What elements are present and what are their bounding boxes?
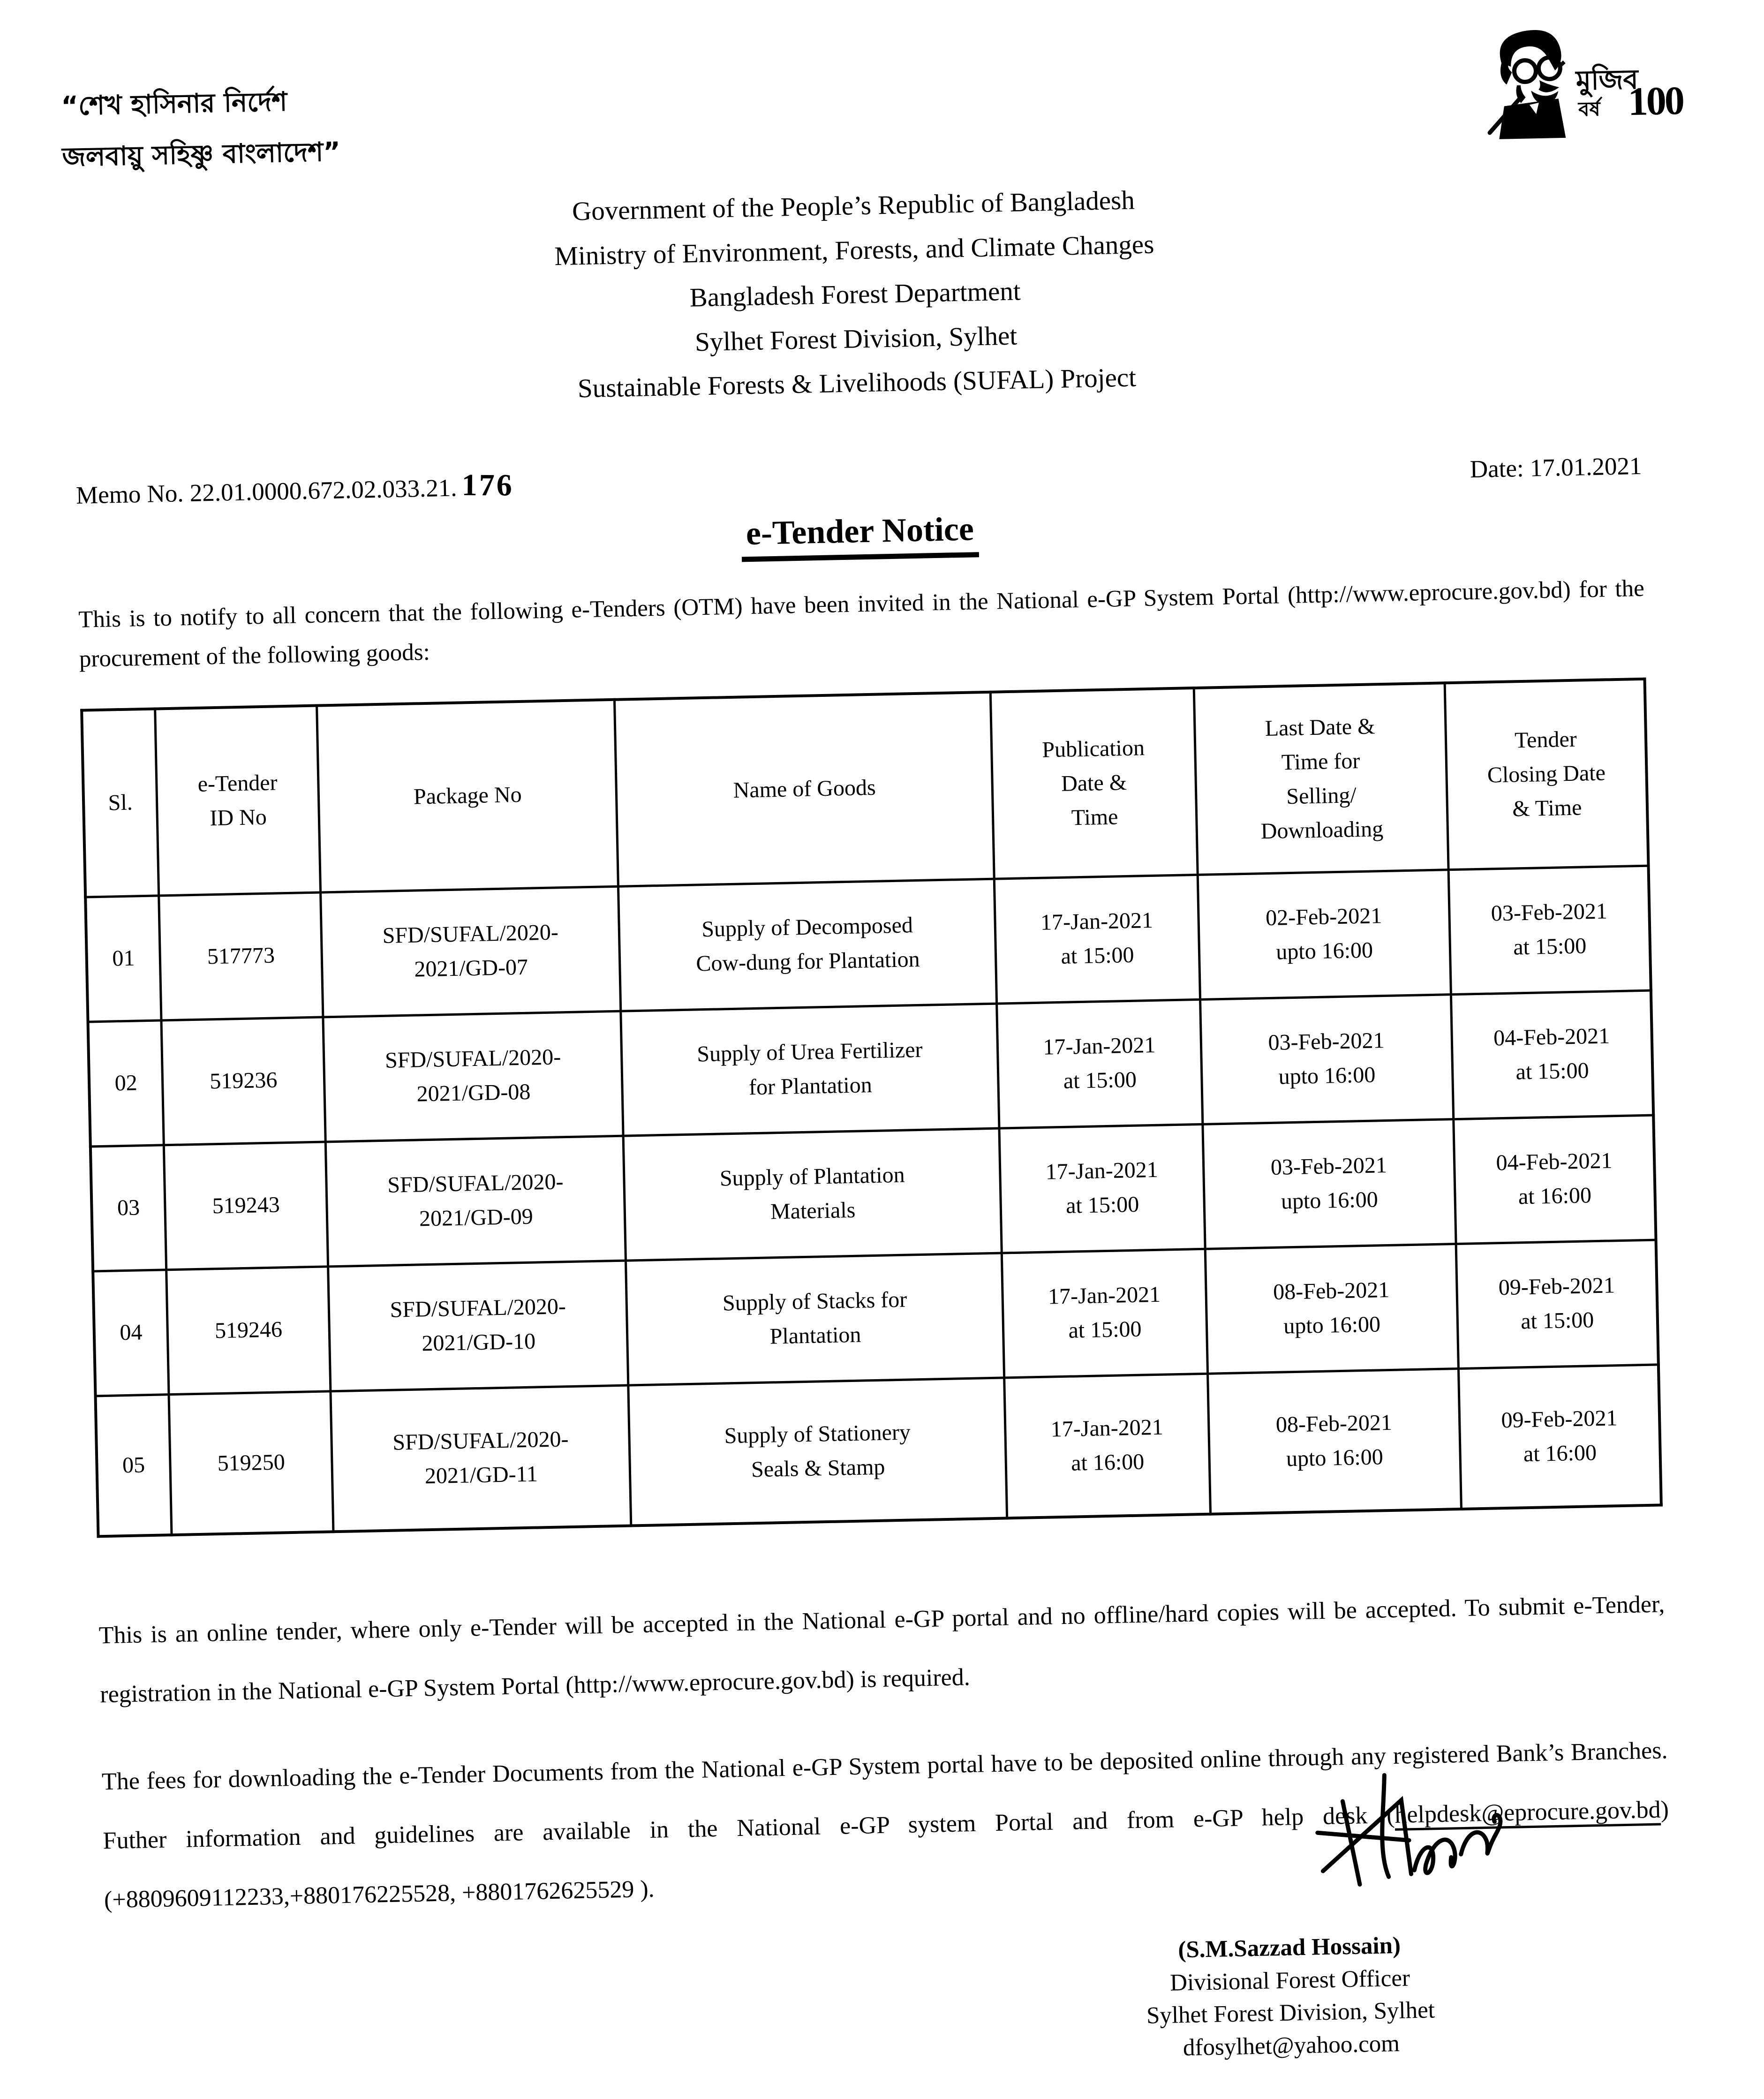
- mujib-portrait-icon: [1483, 22, 1682, 143]
- cell-last-date: 03-Feb-2021 upto 16:00: [1200, 994, 1453, 1124]
- signatory-info: [996, 1926, 1584, 2068]
- cell-publication: 17-Jan-2021 at 16:00: [1004, 1374, 1210, 1518]
- memo-number: [75, 467, 514, 512]
- memo-number-printed: Memo No. 22.01.0000.672.02.033.21.: [75, 474, 458, 509]
- intro-paragraph: This is to notify to all concern that the following e-Tenders (OTM) have been invited in the National e-GP System Portal (http://www.eprocure.gov.bd) for the procurement of the following goods:: [78, 575, 1645, 672]
- cell-closing: 09-Feb-2021 at 16:00: [1458, 1365, 1661, 1510]
- cell-publication: 17-Jan-2021 at 15:00: [994, 875, 1200, 1004]
- page-title-wrap: [76, 496, 1643, 575]
- header-cell-publication: Publication Date & Time: [990, 688, 1197, 879]
- cell-name-of-goods: Supply of Stacks for Plantation: [626, 1253, 1004, 1385]
- logo-100-text: 100: [1627, 77, 1683, 124]
- header-cell-last-date: Last Date & Time for Selling/ Downloading: [1194, 683, 1448, 875]
- cell-package-no: SFD/SUFAL/2020- 2021/GD-11: [331, 1385, 631, 1532]
- page-title: e-Tender Notice: [741, 509, 979, 562]
- header-cell-sl: Sl.: [82, 709, 159, 897]
- cell-tender-id: 519236: [161, 1017, 325, 1145]
- logo-bengali-word2: বর্ষ: [1578, 98, 1601, 121]
- org-header-line-ministry: Ministry of Environment, Forests, and Climate Changes: [554, 229, 1154, 271]
- fees-paragraph-phones: ) (+8809609112233,+880176225528, +8801762625529 ).: [104, 1796, 1669, 1913]
- cell-tender-id: 519246: [166, 1267, 331, 1395]
- org-header-line-project: Sustainable Forests & Livelihoods (SUFAL) Project: [577, 362, 1137, 404]
- fees-paragraph-text: The fees for downloading the e-Tender Documents from the National e-GP System portal have to be deposited online through any registered Bank’s Branches. Futher information and guidelines are available in the National e-GP system Portal and from e-GP help desk (: [101, 1737, 1668, 1855]
- online-tender-paragraph: This is an online tender, where only e-Tender will be accepted in the National e-GP portal and no offline/hard copies will be accepted. To submit e-Tender, registration in the National e-GP System Portal (http://www.eprocure.gov.bd) is required.: [98, 1591, 1665, 1708]
- cell-last-date: 03-Feb-2021 upto 16:00: [1202, 1119, 1455, 1249]
- org-header-line-division: Sylhet Forest Division, Sylhet: [694, 321, 1018, 357]
- signatory-title: Divisional Forest Officer: [1169, 1965, 1410, 1996]
- cell-closing: 09-Feb-2021 at 15:00: [1456, 1240, 1658, 1369]
- date: Date: 17.01.2021: [1470, 452, 1642, 483]
- cell-closing: 04-Feb-2021 at 15:00: [1451, 990, 1653, 1119]
- memo-handwritten-number: 176: [461, 468, 514, 503]
- bengali-quote-line2: জলবায়ু সহিষ্ণু বাংলাদেশ”: [61, 136, 341, 173]
- cell-name-of-goods: Supply of Urea Fertilizer for Plantation: [621, 1004, 999, 1136]
- tender-table: [80, 678, 1663, 1538]
- signatory-email: dfosylhet@yahoo.com: [1183, 2030, 1400, 2061]
- cell-publication: 17-Jan-2021 at 15:00: [999, 1124, 1205, 1253]
- signature-block: [105, 1907, 1674, 2098]
- signatory-name: (S.M.Sazzad Hossain): [1177, 1933, 1401, 1963]
- mujib-100-logo: [1483, 22, 1682, 143]
- cell-package-no: SFD/SUFAL/2020- 2021/GD-08: [323, 1011, 623, 1142]
- cell-package-no: SFD/SUFAL/2020- 2021/GD-09: [325, 1136, 626, 1267]
- header-cell-package-no: Package No: [317, 700, 618, 892]
- table-header-row: [82, 679, 1648, 897]
- org-header: [66, 0, 1640, 422]
- cell-tender-id: 519250: [169, 1391, 333, 1535]
- signature-scribble-icon: [1246, 1768, 1549, 1920]
- header-cell-name-of-goods: Name of Goods: [615, 692, 995, 886]
- cell-sl: 01: [85, 896, 161, 1022]
- cell-sl: 05: [96, 1395, 172, 1537]
- cell-publication: 17-Jan-2021 at 15:00: [997, 999, 1203, 1128]
- org-header-line-department: Bangladesh Forest Department: [689, 276, 1021, 313]
- org-header-line-government: Government of the People’s Republic of Bangladesh: [572, 185, 1135, 227]
- signatory-division: Sylhet Forest Division, Sylhet: [1146, 1997, 1435, 2029]
- cell-sl: 02: [88, 1020, 164, 1147]
- logo-bengali-word1: মুজিব: [1576, 64, 1639, 96]
- cell-name-of-goods: Supply of Decomposed Cow-dung for Plantation: [618, 879, 997, 1011]
- cell-name-of-goods: Supply of Stationery Seals & Stamp: [628, 1378, 1007, 1526]
- cell-package-no: SFD/SUFAL/2020- 2021/GD-07: [321, 886, 621, 1017]
- bengali-quote: [60, 75, 341, 183]
- cell-last-date: 08-Feb-2021 upto 16:00: [1207, 1368, 1461, 1514]
- cell-closing: 03-Feb-2021 at 15:00: [1448, 866, 1651, 995]
- cell-last-date: 02-Feb-2021 upto 16:00: [1198, 870, 1451, 1000]
- cell-tender-id: 519243: [164, 1142, 328, 1270]
- header-cell-closing: Tender Closing Date & Time: [1445, 679, 1649, 869]
- cell-closing: 04-Feb-2021 at 16:00: [1453, 1115, 1656, 1244]
- helpdesk-email-link: helpdesk@eprocure.gov.bd: [1394, 1796, 1661, 1828]
- bengali-quote-line1: “শেখ হাসিনার নির্দেশ: [60, 86, 287, 122]
- cell-name-of-goods: Supply of Plantation Materials: [623, 1128, 1002, 1261]
- cell-tender-id: 517773: [159, 892, 323, 1020]
- cell-sl: 04: [93, 1270, 169, 1396]
- cell-sl: 03: [90, 1145, 166, 1271]
- cell-last-date: 08-Feb-2021 upto 16:00: [1205, 1244, 1458, 1374]
- header-cell-tender-id: e-Tender ID No: [155, 706, 321, 896]
- cell-publication: 17-Jan-2021 at 15:00: [1002, 1249, 1207, 1378]
- cell-package-no: SFD/SUFAL/2020- 2021/GD-10: [328, 1261, 628, 1391]
